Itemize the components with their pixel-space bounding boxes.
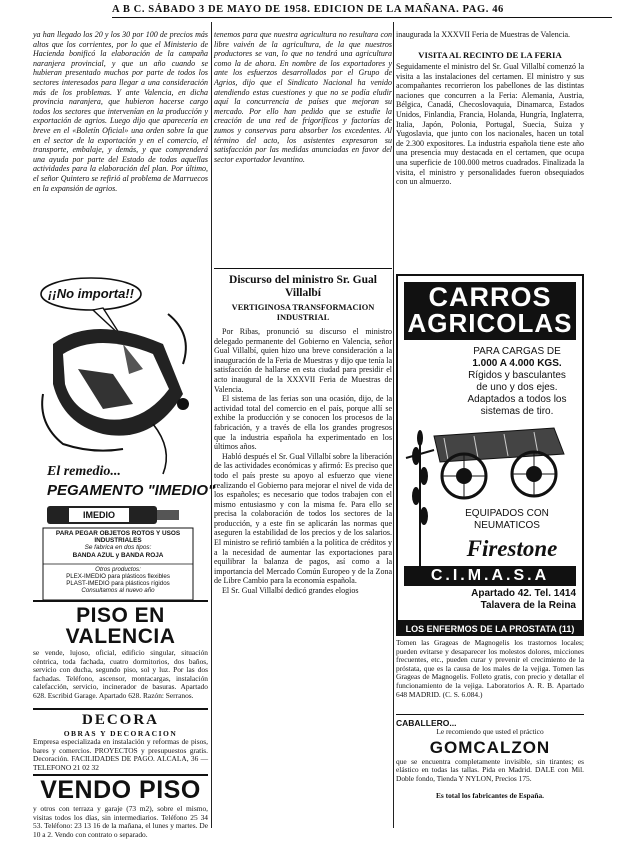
column-middle bbox=[214, 22, 392, 832]
header-line: A B C. SÁBADO 3 DE MAYO DE 1958. EDICION DE LA MAÑANA. PAG. 46 bbox=[112, 4, 504, 15]
article-continuation-text: tenemos para que nuestra agricultura no resultara con libre vaivén de la agricultura, de la que nuestros productores se van, lo que no tendrá una agricultura como la de ahora. En nombre de los exportadores y ante los esfuerzos desarrollados por el Grupo de Agrios, dijo que el Sindicato Nacional ha venido atendiendo estas cuestiones y que no se podía eludir aquí la concurrencia de países que mejoran su mercado. Por ello han pedido que se estudie la creación de una red de frigoríficos y factorías de zumos y conservas para absorber los excedentes. Al término del acto, los asistentes expresaron su satisfacción por las medidas anunciadas en favor del sector exportador levantino. bbox=[214, 30, 392, 164]
article-paragraph: Habló después el Sr. Gual Villalbí sobre la liberación de las actividades económicas y afirmó: Es preciso que todo el país preste su apoyo al esfuerzo que viene realizando el Gobierno para mejorar el nivel de vida de los españoles; es necesario que todos trabajen con el mismo entusiasmo y con la misma fe. Para ello se precisa la colaboración de todos los sectores de la producción, y a este fin se aplicarán las normas que aseguren la estabilidad de los precios y de los salarios. El ministro se refirió también a la política de créditos y a la necesidad de aumentar las exportaciones para equilibrar la balanza de pagos, así como a la importancia del Mercado Común Europeo y de la Zona de Libre Cambio para la economía española. bbox=[214, 451, 392, 586]
ad-prostata-body: Tomen las Grageas de Magnogelis los trastornos locales; pueden evitarse y desaparecer los molestos dolores, micciones frecuentes, etc., pueden curar y prevenir el crecimiento de la próstata, que es la causa de los males de la vejiga. Tomen las Grageas de Magnogelis. Folleto gratis, con precio y detallar el funcionamiento de la vejiga. Laboratorios A. R. B. Apartado 648 MADRID. (C. S. 6.084.) bbox=[396, 638, 584, 699]
article-title: Discurso del ministro Sr. Gual Villalbí bbox=[229, 274, 377, 299]
ad-carros-tires: EQUIPADOS CON NEUMATICOS bbox=[465, 508, 549, 531]
ad-info-top: PARA PEGAR OBJETOS ROTOS Y USOS INDUSTRIALES Se fabrica en dos tipos: BANDA AZUL y BANDA ROJA bbox=[55, 530, 181, 559]
ad-gomcalzon-kicker: CABALLERO... bbox=[396, 718, 457, 728]
ad-piso-valencia bbox=[33, 600, 208, 719]
article-continuation-text: ya han llegado los 20 y los 30 por 100 de precios más altos que los corrientes, por lo que el Ministerio de Hacienda bonificó la elaboración de la campaña naranjera provincial, y que un año cuando se hubieran presentado muchos por parte de todos los sectores interesados para llegar a una consideración más de los problemas. Y ante Valencia, en dicha provincia naranjera, que hubieron hacerse cargo todos los sectores que intervenían en la producción y exportación de agrios. Luego dijo que aparecería en breve en el «Boletín Oficial» una orden sobre la que en el sector de la exportación y en el comercio, el transporte, embalaje, y demás, y que comprenderá una ayuda por parte del Estado de todas aquellas actividades para la elaboración del plan. Por último, el señor Quintero se refirió al problema de Marruecos en la expansión de agrios. bbox=[33, 30, 208, 193]
article-paragraph: El Sr. Gual Villalbí dedicó grandes elogios bbox=[222, 586, 359, 596]
header-rule bbox=[112, 17, 612, 18]
tube-label: IMEDIO bbox=[82, 510, 115, 520]
ad-firestone-brand: Firestone bbox=[466, 536, 558, 561]
ad-gomcalzon-footer: Es total los fabricantes de España. bbox=[436, 790, 544, 800]
column-left bbox=[33, 22, 216, 839]
ad-carros-title-1: CARROS bbox=[428, 282, 552, 312]
ad-carros-title-2: AGRICOLAS bbox=[407, 308, 573, 338]
ad-info-bottom: Otros productos: PLEX-IMEDIO para plásticos flexibles PLAST-IMEDIO para plásticos rígidos Consultamos al nuevo año bbox=[66, 566, 170, 594]
ad-piso-title: PISO EN VALENCIA bbox=[65, 604, 176, 648]
ad-prostata bbox=[396, 622, 584, 719]
ad-decora-body: Empresa especializada en instalación y reformas de pisos, bares y comercios. PROYECTOS y presupuestos gratis. Decoración. FACILIDADES DE PAGO. ALCALA, 36 — TELEFONO 21 02 32 bbox=[33, 737, 208, 772]
ad-vendo-body: y otros con terraza y garaje (73 m2), sobre el mismo, visitas todos los días, sin intermediarios. Teléfono 25 34 53. Teléfono: 23 13 16 de la mañana, el lunes y martes. De 10 a 2. Vendo con contrato o separado. bbox=[33, 804, 208, 839]
page-header bbox=[0, 0, 620, 22]
ad-remedy-text: El remedio... bbox=[47, 464, 121, 479]
feria-intro: inaugurada la XXXVII Feria de Muestras de Valencia. bbox=[396, 30, 571, 39]
article-subtitle: VERTIGINOSA TRANSFORMACION INDUSTRIAL bbox=[231, 303, 375, 322]
ad-piso-body: se vende, lujoso, oficial, edificio singular, situación céntrica, toda fachada, cuatro dormitorios, dos baños, servicio con ducha, segundo piso, sol y luz. Por las dos fachadas. Teléfono, ascensor, montacargas, instalación calefacción, servicio, incinerador de basuras. Apartado 628. Escribid Garage. Apartado 628. Razón: Serranos. bbox=[33, 648, 208, 700]
column-right bbox=[396, 22, 584, 832]
visit-heading: VISITA AL RECINTO DE LA FERIA bbox=[418, 50, 562, 60]
ad-prostata-title: LOS ENFERMOS DE LA PROSTATA (11) bbox=[396, 622, 584, 636]
article-separator bbox=[214, 268, 392, 269]
ad-maker-address: Apartado 42. Tel. 1414 Talavera de la Reina bbox=[471, 588, 576, 611]
ad-carros-agricolas bbox=[396, 274, 584, 622]
ad-vendo-title: VENDO PISO bbox=[40, 776, 201, 804]
article-gual-villalbi bbox=[214, 274, 392, 847]
ad-gomcalzon bbox=[396, 714, 584, 800]
ad-decora bbox=[33, 708, 208, 776]
column-divider-2 bbox=[393, 22, 394, 828]
ad-carros-specs: PARA CARGAS DE 1.000 A 4.000 KGS. Rígidos y basculantes de uno y dos ejes. Adaptados a todos los sistemas de tiro. bbox=[467, 346, 567, 417]
ad-vendo-piso bbox=[33, 774, 208, 845]
ad-decora-subtitle: OBRAS Y DECORACION bbox=[63, 729, 178, 738]
ad-decora-title: DECORA bbox=[81, 712, 159, 728]
article-body bbox=[214, 327, 392, 847]
ad-gomcalzon-title: GOMCALZON bbox=[429, 737, 551, 757]
ad-brand: PEGAMENTO "IMEDIO" bbox=[47, 482, 216, 499]
column-divider-1 bbox=[211, 22, 212, 828]
ad-pegamento-imedio bbox=[33, 274, 216, 601]
ad-gomcalzon-body: que se encuentra completamente invisible, sin tirantes; es elástico en todas las tallas. Pida en Madrid. DALE con Mil. Doble fondo, Tienda Y NYLON, Precios 175. bbox=[396, 756, 584, 783]
ad-headline: ¡¡No importa!! bbox=[48, 286, 134, 301]
article-paragraph: El sistema de las ferias son una ocasión, dijo, de la actividad total del comercio en el país, porque allí se exhibe la producción y se conocen los procesos de la fabricación, y a través de ella los grandes progresos que la industria española ha experimentado en los últimos años. bbox=[214, 394, 392, 452]
ad-gomcalzon-line1: Le recomiendo que usted el práctico bbox=[436, 727, 544, 736]
visit-text: Seguidamente el ministro del Sr. Gual Villalbí comenzó la visita a las instalaciones del certamen. El ministro y sus acompañantes recorrieron los pabellones de las distintas naciones que concurren a la Feria: Alemania, Austria, Bélgica, Canadá, Checoslovaquia, Dinamarca, Estados Unidos, Finlandia, Francia, Holanda, Hungría, Inglaterra, Italia, Japón, Polonia, Portugal, Suecia, Suiza y Yugoslavia, que junto con los nacionales, hacen un total de 2.300 expositores. La industria española tiene este año una presencia muy destacada en el certamen, que ocupa una superficie de 100.000 metros cuadrados. Finalizada la visita, el ministro y personalidades fueron obsequiados con un almuerzo. bbox=[396, 62, 584, 187]
wheat-icon bbox=[404, 416, 436, 566]
ad-maker-name: C.I.M.A.S.A bbox=[430, 567, 550, 584]
article-paragraph: Por Ribas, pronunció su discurso el ministro delegado permanente del Gobierno en Valencia, señor Gual Villalbí, quien hizo una breve consideración a la inauguración de la Feria de Muestras y dijo que tenía la satisfacción de hallarse en esta ciudad para presidir el acto inaugural de la XXXVII Feria de Muestras de Valencia. bbox=[214, 327, 392, 394]
